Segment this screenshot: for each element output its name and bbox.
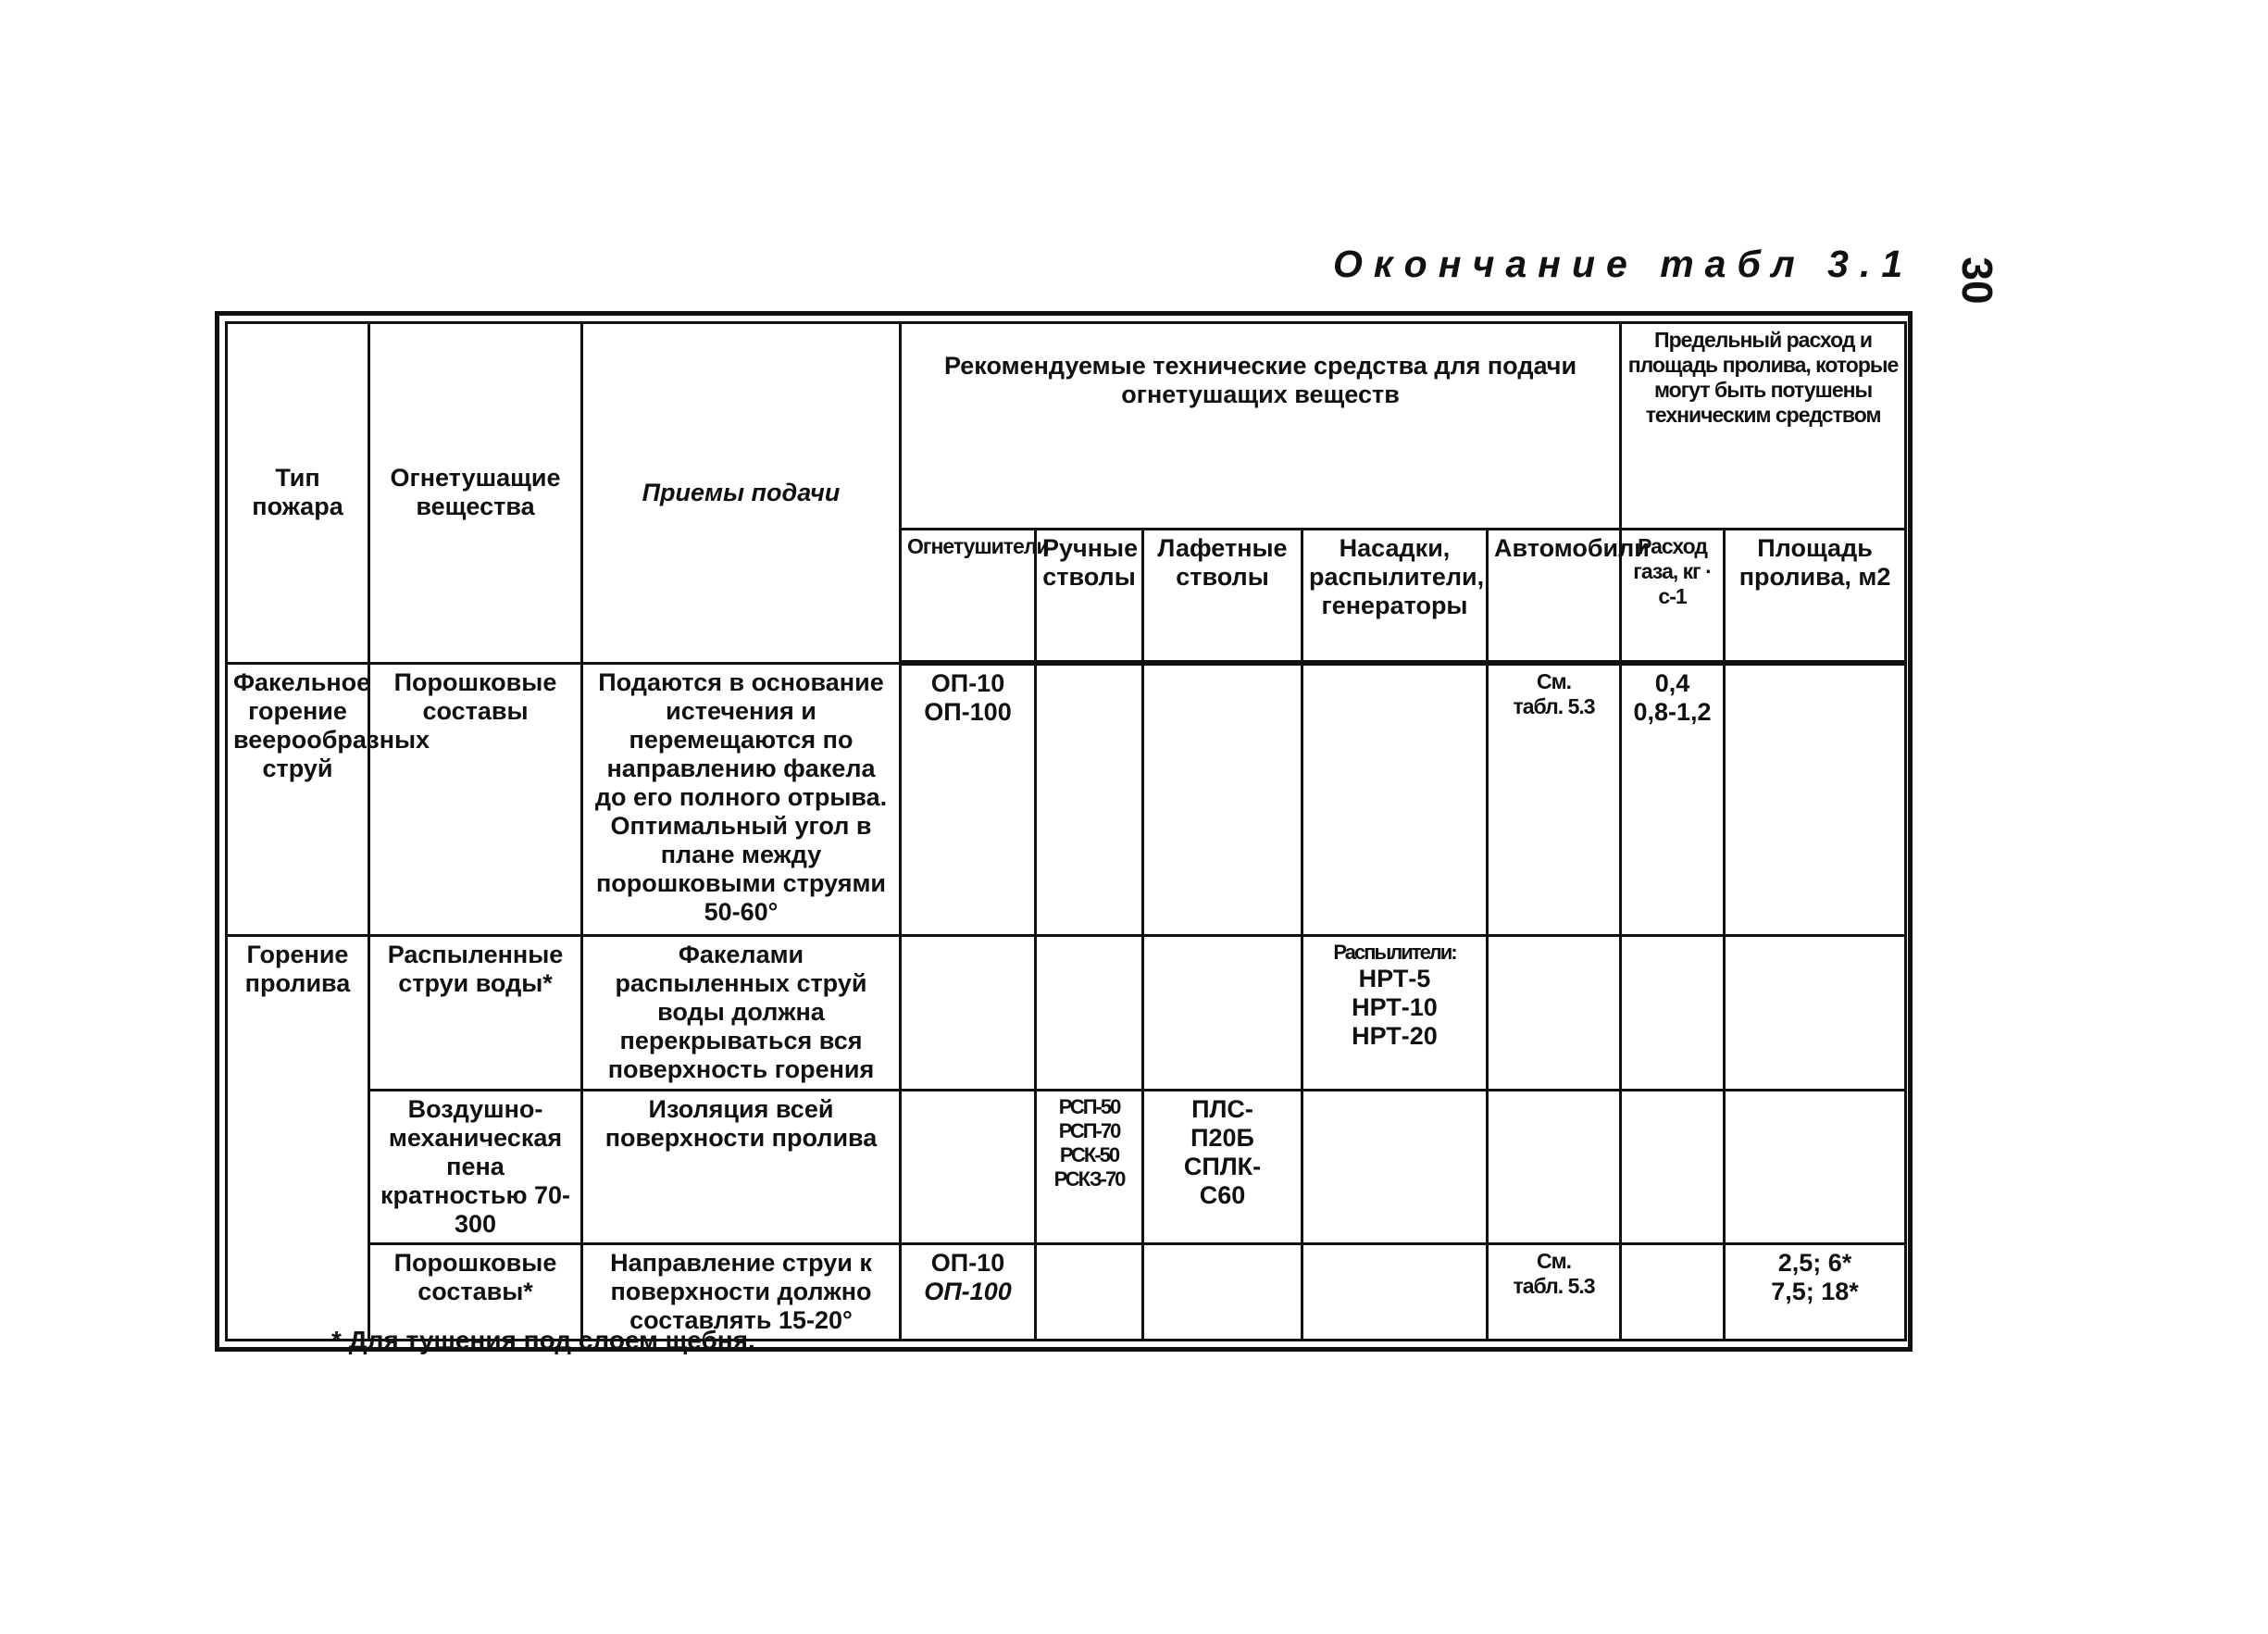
cell-hand-nozzles <box>1036 1244 1143 1341</box>
header-hand-nozzles: Ручные стволы <box>1036 530 1143 664</box>
cell-line: НРТ-5 <box>1358 965 1431 992</box>
cell-spill-area <box>1725 936 1906 1091</box>
table-row <box>227 663 1906 936</box>
cell-agent: Распыленные струи воды* <box>369 936 582 1091</box>
cell-vehicles <box>1488 1091 1621 1244</box>
header-monitors: Лафетные стволы <box>1143 530 1302 664</box>
cell-gas-flow <box>1621 663 1725 936</box>
cell-line: табл. 5.3 <box>1513 1274 1595 1298</box>
header-methods: Приемы подачи <box>582 323 901 664</box>
cell-extinguishers <box>901 1244 1036 1341</box>
header-sprayers: Насадки, распылители, генераторы <box>1302 530 1488 664</box>
cell-line: 2,5; 6* <box>1777 1249 1852 1277</box>
header-gas-flow: Расход газа, кг · с-1 <box>1621 530 1725 664</box>
cell-vehicles <box>1488 936 1621 1091</box>
cell-line: ОП-100 <box>924 698 1012 726</box>
cell-monitors <box>1143 1091 1302 1244</box>
cell-monitors <box>1143 1244 1302 1341</box>
cell-line: См. <box>1537 669 1572 693</box>
cell-line: табл. 5.3 <box>1513 694 1595 718</box>
cell-monitors <box>1143 936 1302 1091</box>
cell-line: РСП-70 <box>1058 1119 1120 1142</box>
cell-monitors <box>1143 663 1302 936</box>
fire-means-table <box>225 321 1907 1341</box>
cell-sprayers <box>1302 1244 1488 1341</box>
cell-line: НРТ-20 <box>1352 1022 1438 1050</box>
cell-sprayers <box>1302 936 1488 1091</box>
cell-spill-area <box>1725 663 1906 936</box>
cell-vehicles <box>1488 1244 1621 1341</box>
header-spill-area: Площадь пролива, м2 <box>1725 530 1906 664</box>
cell-line: См. <box>1537 1249 1572 1273</box>
table-row <box>227 936 1906 1091</box>
header-vehicles: Автомобили <box>1488 530 1621 664</box>
cell-line: ПЛС- <box>1191 1095 1253 1123</box>
cell-extinguishers <box>901 663 1036 936</box>
cell-method: Изоляция всей поверхности пролива <box>582 1091 901 1244</box>
cell-method: Факелами распыленных струй воды должна перекрываться вся поверхность горения <box>582 936 901 1091</box>
cell-spill-area <box>1725 1091 1906 1244</box>
page-number: 30 <box>1953 256 2001 305</box>
cell-line: 0,8-1,2 <box>1633 698 1712 726</box>
cell-method: Направление струи к поверхности должно составлять 15-20° <box>582 1244 901 1341</box>
header-extinguishers: Огнетушители <box>901 530 1036 664</box>
cell-line: НРТ-10 <box>1352 993 1438 1021</box>
cell-extinguishers <box>901 1091 1036 1244</box>
cell-line: ОП-10 <box>930 1249 1005 1277</box>
cell-fire-type: Факельное горение веерообразных струй <box>227 663 369 936</box>
cell-line: РСКЗ-70 <box>1053 1167 1125 1191</box>
cell-agent: Порошковые составы <box>369 663 582 936</box>
cell-fire-type: Горение пролива <box>227 936 369 1341</box>
cell-hand-nozzles <box>1036 936 1143 1091</box>
cell-gas-flow <box>1621 1244 1725 1341</box>
cell-line: ОП-100 <box>924 1278 1012 1305</box>
cell-agent: Порошковые составы* <box>369 1244 582 1341</box>
cell-sprayers <box>1302 1091 1488 1244</box>
footnote: * Для тушения под слоем щебня. <box>331 1326 755 1354</box>
header-limit: Предельный расход и площадь пролива, которые могут быть потушены техническим средством <box>1621 323 1906 530</box>
table-caption: Окончание табл 3.1 <box>1333 243 1914 285</box>
cell-vehicles <box>1488 663 1621 936</box>
cell-hand-nozzles <box>1036 663 1143 936</box>
cell-hand-nozzles <box>1036 1091 1143 1244</box>
cell-gas-flow <box>1621 1091 1725 1244</box>
cell-line: РСК-50 <box>1059 1143 1119 1166</box>
cell-line: ОП-10 <box>930 669 1005 697</box>
table-frame <box>215 311 1913 1352</box>
cell-agent: Воздушно-механическая пена кратностью 70-300 <box>369 1091 582 1244</box>
cell-line: РСП-50 <box>1058 1095 1120 1118</box>
cell-spill-area <box>1725 1244 1906 1341</box>
cell-line: С60 <box>1199 1181 1246 1209</box>
header-agents: Огнетушащие вещества <box>369 323 582 664</box>
header-fire-type: Тип пожара <box>227 323 369 664</box>
cell-line: Распылители: <box>1333 941 1456 964</box>
cell-line: СПЛК- <box>1183 1153 1262 1180</box>
cell-line: 0,4 <box>1654 669 1690 697</box>
cell-line: 7,5; 18* <box>1771 1278 1859 1305</box>
table-row <box>227 1091 1906 1244</box>
cell-gas-flow <box>1621 936 1725 1091</box>
header-recommended-means: Рекомендуемые технические средства для подачи огнетушащих веществ <box>901 323 1621 530</box>
cell-line: П20Б <box>1190 1124 1254 1152</box>
cell-extinguishers <box>901 936 1036 1091</box>
cell-method: Подаются в основание истечения и перемещаются по направлению факела до его полного отрыва. Оптимальный угол в плане между порошковыми струями 50-60° <box>582 663 901 936</box>
cell-sprayers <box>1302 663 1488 936</box>
